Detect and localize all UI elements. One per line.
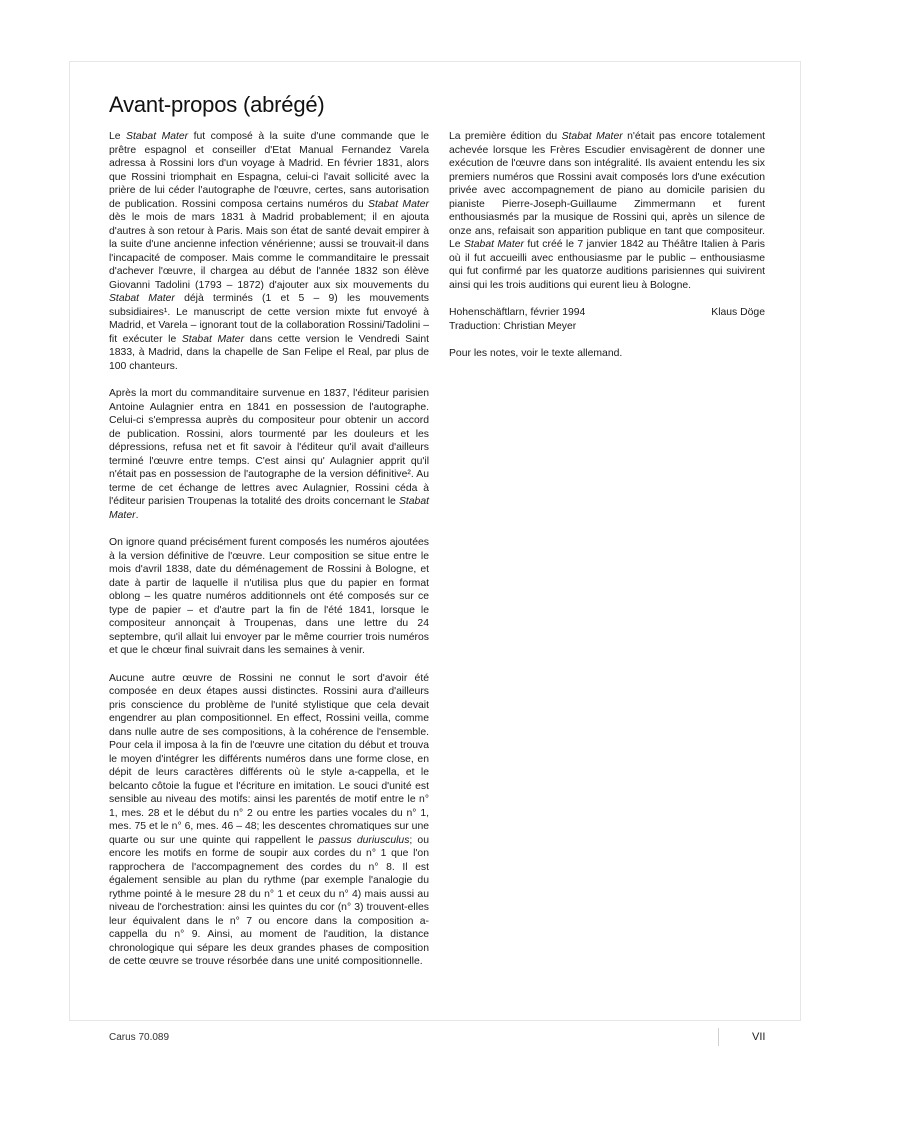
translator-credit: Traduction: Christian Meyer (449, 320, 577, 332)
page-title: Avant-propos (abrégé) (109, 92, 325, 117)
right-column (449, 130, 765, 375)
catalog-number: Carus 70.089 (109, 1032, 170, 1043)
left-column (109, 130, 429, 969)
paragraph-2: Après la mort du commanditaire survenue en 1837, l'éditeur parisien Antoine Aulagnier entra en 1841 en possession de l'autographe. Celui-ci s'empressa auprès du compositeur pour obtenir un accord de publication. Rossini, alors tourmenté par les douleurs et les dépressions, refusa net et fit savoir à l'éditeur qu'il avait d'ailleurs terminé l'œuvre entre temps. C'est ainsi qu' Aulagnier apprit qu'il n'était pas en possession de l'autographe de la version définitive². Au terme de cet échange de lettres avec Aulagnier, Rossini céda à l'éditeur parisien Troupenas la totalité des droits concernant le Stabat Mater. (109, 388, 429, 521)
paragraph-1: Le Stabat Mater fut composé à la suite d'une commande que le prêtre espagnol et conseiller d'Etat Manual Fernandez Varela adressa à Rossini lors d'un voyage à Madrid. En février 1831, alors que Rossini triomphait en Espagna, celui-ci l'avait sollicité avec la prière de lui céder l'autographe de l'œuvre, certes, sans autorisation de publication. Rossini composa certains numéros du Stabat Mater dès le mois de mars 1831 à Madrid probablement; il en ajouta d'autres à son retour à Paris. Mais son état de santé devait empirer à la suite d'une ancienne infection vénérienne; aussi se trouvait-il dans l'incapacité de composer. Mais comme le commanditaire le pressait d'achever l'œuvre, il chargea au début de l'année 1832 son élève Giovanni Tadolini (1793 – 1872) d'ajouter aux six mouvements du Stabat Mater déjà terminés (1 et 5 – 9) les mouvements subsidiaires¹. Le manuscript de cette version mixte fut envoyé à Madrid, et Varela – ignorant tout de la collaboration Rossini/Tadolini – fit exécuter le Stabat Mater dans cette version le Vendredi Saint 1833, à Madrid, dans la chapelle de San Felipe el Real, par plus de 100 chanteurs. (109, 131, 429, 372)
signature-line (449, 306, 765, 320)
page-number: VII (752, 1031, 766, 1043)
footer-divider (718, 1028, 719, 1046)
paragraph-3: On ignore quand précisément furent composés les numéros ajoutées à la version définitive de l'œuvre. Leur composition se situe entre le mois d'avril 1838, date du déménagement de Rossini à Bologne, et date à partir de laquelle il n'utilisa plus que du papier en format oblong – les quatre numéros additionnels ont été composés sur ce type de papier – et d'autre part la fin de l'été 1841, lorsque le compositeur annonçait à Troupenas, dans une lettre du 24 septembre, qu'il allait lui envoyer par le même courrier trois numéros et que le chœur final suivrait dans les semaines à venir. (109, 537, 429, 656)
paragraph-5: La première édition du Stabat Mater n'était pas encore totalement achevée lorsque les Frères Escudier envisagèrent de donner une exécution de l'œuvre dans son intégralité. Ils avaient entendu les six premiers numéros que Rossini avait composés lors d'une exécution privée avec accompagnement de piano au domicile parisien du pianiste Pierre-Joseph-Guillaume Zimmermann et furent enthousiasmés par la musique de Rossini qui, après un silence de onze ans, refaisait son apparition publique en tant que compositeur. Le Stabat Mater fut créé le 7 janvier 1842 au Théâtre Italien à Paris où il fut accueilli avec enthousiasme par le public – enthousiasme qui fut confirmé par les quatorze auditions parisiennes qui suivirent ainsi qui les trois auditions qui eurent lieu à Bologne. (449, 131, 765, 291)
notes-reference: Pour les notes, voir le texte allemand. (449, 348, 623, 359)
paragraph-4: Aucune autre œuvre de Rossini ne connut le sort d'avoir été composée en deux étapes aussi distinctes. Rossini aura d'ailleurs pris conscience du problème de l'unité stylistique que cela devait engendrer au plan compositionnel. En effect, Rossini veilla, comme dans nulle autre de ses compositions, à la cohérence de l'ensemble. Pour cela il imposa à la fin de l'œuvre une citation du début et trouva le moyen d'intégrer les différents numéros dans une forme close, en dépit de leurs caractères différents où le style a-cappella, et le belcanto côtoie la fugue et l'écriture en imitation. Le souci d'unité est sensible au niveau des motifs: ainsi les parentés de motif entre le n° 1, mes. 28 et le début du n° 2 ou entre les parties vocales du n° 1, mes. 75 et le n° 6, mes. 46 – 48; les descentes chromatiques sur une quarte ou sur une quinte qui rappellent le passus duriusculus; ou encore les motifs en forme de soupir aux cordes du n° 1 que l'on rapprochera de l'accompagnement des cordes du n° 8. Il est également sensible au plan du rythme (par exemple l'analogie du rythme pointé à le mesure 28 du n° 1 et ceux du n° 4) mais aussi au niveau de l'orchestration: ainsi les quintes du cor (n° 3) trouvent-elles leur équivalent dans le n° 7 ou encore dans la composition a-cappella du n° 9. Ainsi, au moment de l'audition, la distance chronologique qui sépare les deux grandes phases de composition de cette œuvre se trouve résorbée dans une unité compositionnelle. (109, 672, 429, 967)
place-date: Hohenschäftlarn, février 1994 (449, 307, 586, 318)
author-name: Klaus Döge (711, 307, 765, 318)
